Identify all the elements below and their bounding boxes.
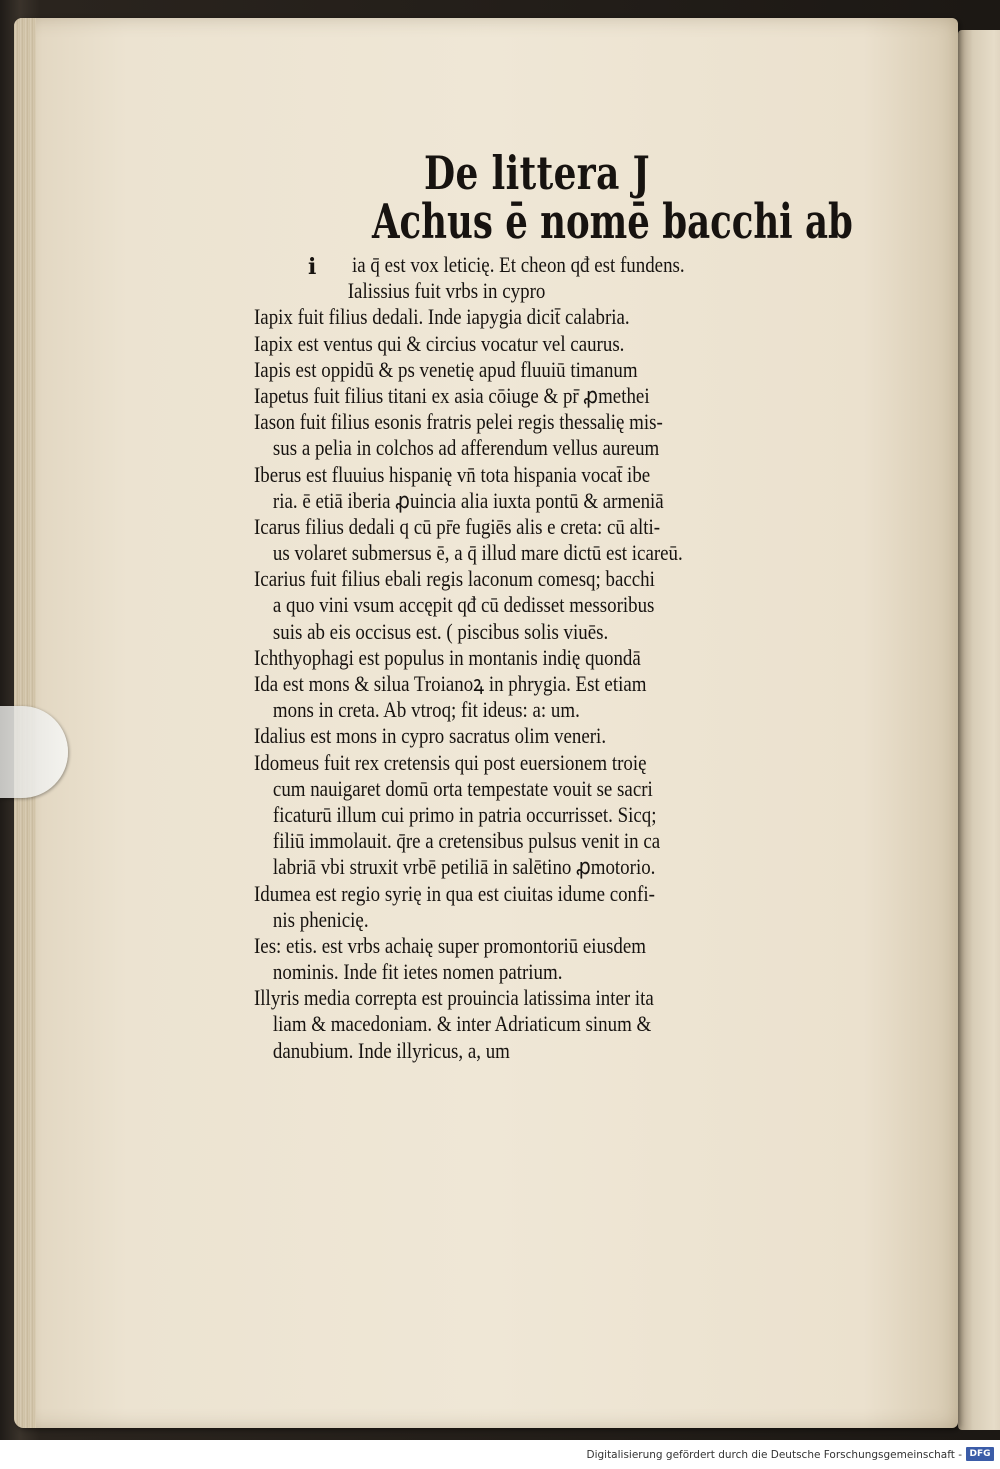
text-line: Idalius est mons in cypro sacratus olim veneri. bbox=[254, 723, 607, 749]
text-line: Idomeus fuit rex cretensis qui post euersionem troię bbox=[254, 749, 647, 775]
text-line: nominis. Inde fit ietes nomen patrium. bbox=[272, 959, 563, 985]
text-line: sus a pelia in colchos ad afferendum vellus aureum bbox=[272, 435, 660, 461]
text-line: Iapix est ventus qui & circius vocatur vel caurus. bbox=[254, 330, 625, 356]
text-line: cum nauigaret domū orta tempestate vouit se sacri bbox=[272, 775, 653, 801]
guide-letter: i bbox=[308, 254, 317, 280]
text-line: danubium. Inde illyricus, a, um bbox=[272, 1037, 510, 1063]
text-line: filiū immolauit. q̄re a cretensibus pulsus venit in ca bbox=[272, 828, 661, 854]
first-entry-heading: Achus ē nomē bacchi ab bbox=[372, 194, 853, 250]
text-line: Iapix fuit filius dedali. Inde iapygia dicit̄ calabria. bbox=[254, 304, 630, 330]
text-line: nis phenicię. bbox=[272, 906, 369, 932]
entry-lines bbox=[254, 252, 854, 1064]
text-line: ria. ē etiā iberia ꝓuincia alia iuxta pontū & armeniā bbox=[272, 487, 664, 513]
dfg-logo: DFG bbox=[966, 1447, 994, 1461]
text-line: Idumea est regio syrię in qua est ciuitas idume confi- bbox=[254, 880, 655, 906]
text-line: Illyris media correpta est prouincia latissima inter ita bbox=[254, 985, 654, 1011]
text-line: ia q̄ est vox leticię. Et cheon qđ est fundens. bbox=[352, 252, 685, 277]
text-line: Icarius fuit filius ebali regis laconum comesq; bacchi bbox=[254, 566, 655, 592]
text-line: Ialissius fuit vrbs in cypro bbox=[347, 278, 546, 304]
text-line: Iason fuit filius esonis fratris pelei regis thessalię mis- bbox=[254, 409, 663, 435]
text-line: Ies: etis. est vrbs achaię super promontoriū eiusdem bbox=[254, 932, 646, 958]
text-line: Ida est mons & silua Troianoꝝ in phrygia. Est etiam bbox=[254, 671, 647, 696]
text-line: Iberus est fluuius hispanię vn̄ tota hispania vocat̄ ibe bbox=[254, 461, 651, 487]
text-line: liam & macedoniam. & inter Adriaticum sinum & bbox=[272, 1011, 652, 1037]
text-line: a quo vini vsum accępit qđ cū dedisset messoribus bbox=[272, 592, 655, 618]
text-line: labriā vbi struxit vrbē petiliā in salētino ꝓmotorio. bbox=[272, 854, 656, 880]
text-line: Ichthyophagi est populus in montanis indię quondā bbox=[254, 644, 641, 670]
facing-page-edge bbox=[958, 30, 1000, 1430]
text-line: us volaret submersus ē, a q̄ illud mare dictū est icareū. bbox=[272, 540, 683, 566]
footer-credit: Digitalisierung gefördert durch die Deutsche Forschungsgemeinschaft - bbox=[586, 1449, 962, 1461]
section-title: De littera J bbox=[424, 146, 650, 200]
text-line: suis ab eis occisus est. ( piscibus solis viuēs. bbox=[272, 618, 609, 644]
footer-bar bbox=[0, 1440, 1000, 1469]
text-line: mons in creta. Ab vtroq; fit ideus: a: um. bbox=[272, 697, 580, 723]
text-line: ficaturū illum cui primo in patria occurrisset. Sicq; bbox=[272, 801, 657, 827]
text-line: Iapetus fuit filius titani ex asia cōiuge & pr̄ ꝓmethei bbox=[254, 382, 650, 408]
text-line: Icarus filius dedali q cū pr̄e fugiēs alis e creta: cū alti- bbox=[254, 513, 661, 539]
text-line: Iapis est oppidū & ps venetię apud fluuiū timanum bbox=[254, 356, 638, 382]
